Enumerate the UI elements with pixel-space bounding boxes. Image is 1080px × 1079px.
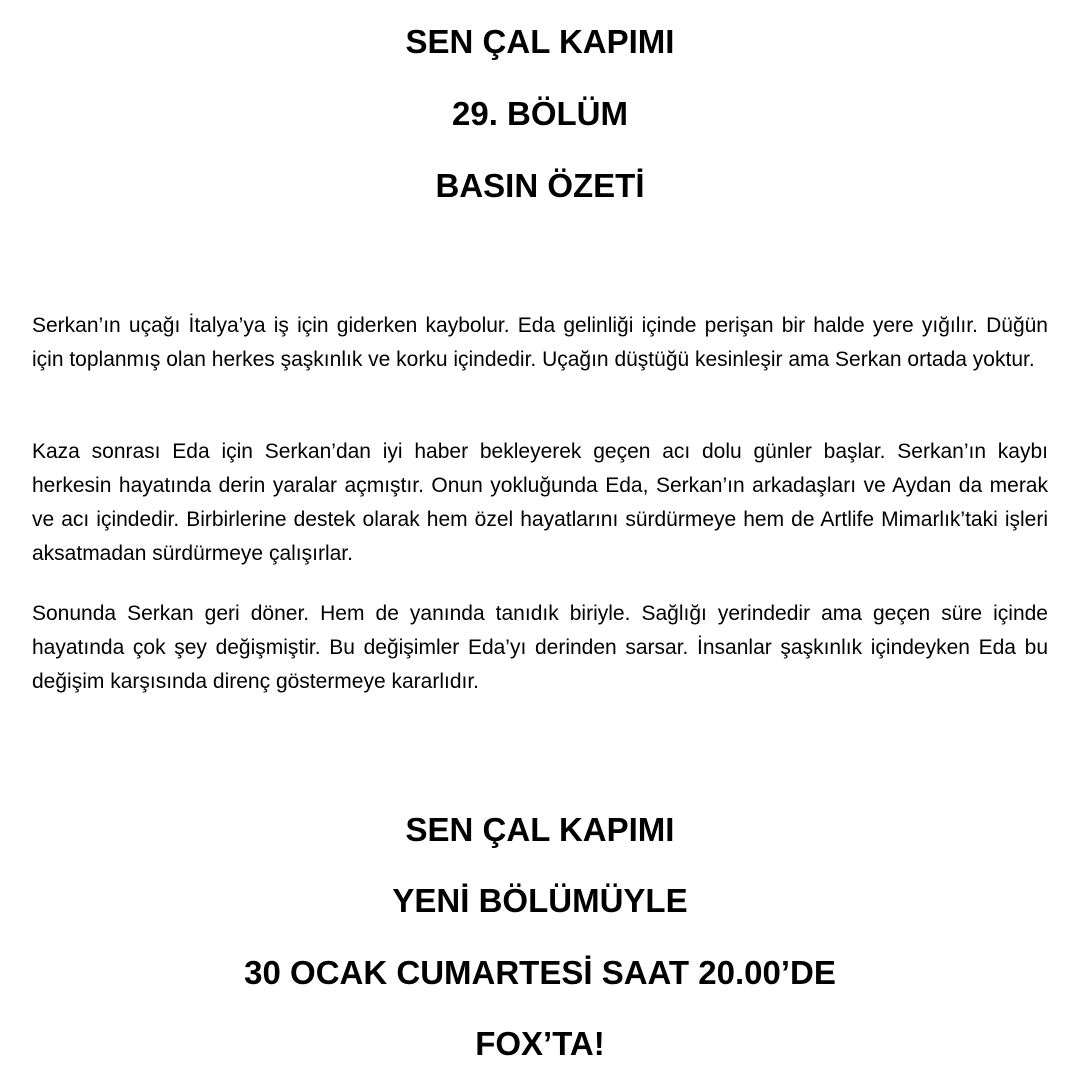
header-subtitle: BASIN ÖZETİ [435, 167, 645, 204]
header-title: SEN ÇAL KAPIMI [405, 23, 675, 60]
footer-new-episode: YENİ BÖLÜMÜYLE [392, 882, 688, 919]
footer-channel: FOX’TA! [475, 1025, 605, 1062]
header-episode: 29. BÖLÜM [451, 95, 629, 132]
footer-title: SEN ÇAL KAPIMI [405, 811, 675, 848]
summary-paragraph-2: Kaza sonrası Eda için Serkan’dan iyi haber bekleyerek geçen acı dolu günler başlar. Serkan’ın kaybı herkesin hayatında derin yaralar açmıştır. Onun yokluğunda Eda, Serkan’ın arkadaşları ve Aydan da merak ve acı içindedir. Birbirlerine destek olarak hem özel hayatlarını sürdürmeye hem de Artlife Mimarlık’taki işleri aksatmadan sürdürmeye çalışırlar. [32, 440, 1048, 565]
summary-paragraph-3: Sonunda Serkan geri döner. Hem de yanında tanıdık biriyle. Sağlığı yerindedir ama geçen süre içinde hayatında çok şey değişmiştir. Bu değişimler Eda’yı derinden sarsar. İnsanlar şaşkınlık içindeyken Eda bu değişim karşısında direnç göstermeye kararlıdır. [32, 602, 1048, 693]
summary-paragraph-1: Serkan’ın uçağı İtalya’ya iş için giderken kaybolur. Eda gelinliği içinde perişan bir halde yere yığılır. Düğün için toplanmış olan herkes şaşkınlık ve korku içindedir. Uçağın düştüğü kesinleşir ama Serkan ortada yoktur. [32, 314, 1048, 371]
footer-airtime: 30 OCAK CUMARTESİ SAAT 20.00’DE [244, 954, 836, 991]
